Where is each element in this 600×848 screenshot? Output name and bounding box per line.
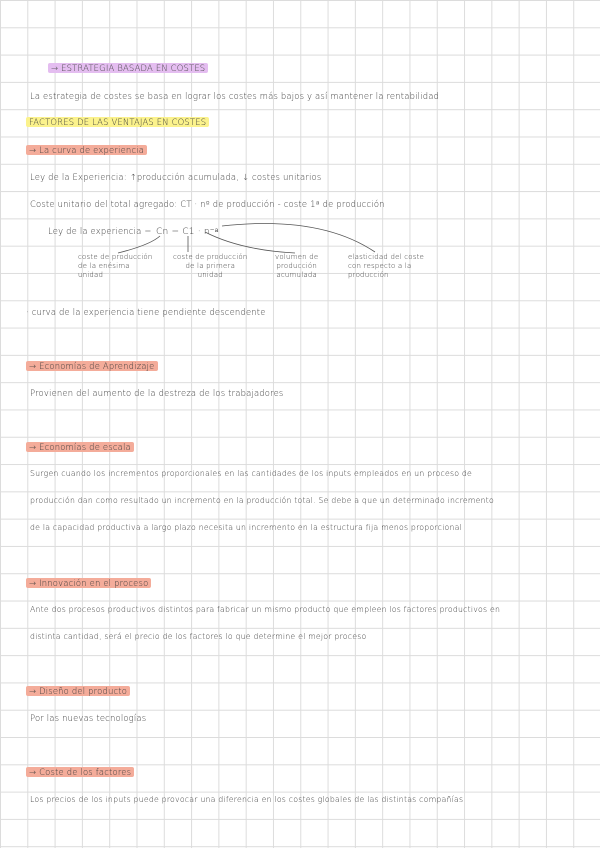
factor-cost-text: Los precios de los inputs puede provocar una diferencia en los costes globales de las distintas compañías xyxy=(30,795,464,804)
intro-text: La estrategia de costes se basa en lograr los costes más bajos y así mantener la rentabilidad xyxy=(30,91,440,101)
process-innovation-line-1: Ante dos procesos productivos distintos para fabricar un mismo producto que empleen los factores productivos en xyxy=(30,605,501,614)
unit-cost-text: Coste unitario del total agregado: CT · nº de producción - coste 1ª de producción xyxy=(30,199,385,209)
experience-law-text: Ley de la Experiencia: ↑producción acumulada, ↓ costes unitarios xyxy=(30,172,322,182)
arrow-to-volume xyxy=(205,232,295,253)
experience-curve-heading: → La curva de experiencia xyxy=(26,145,147,155)
page-title: → ESTRATEGIA BASADA EN COSTES xyxy=(48,63,208,73)
arrow-to-nth-unit xyxy=(118,236,160,253)
annotation-accumulated-volume: volumen de producción acumulada xyxy=(275,253,319,279)
process-innovation-heading: → Innovación en el proceso xyxy=(26,578,151,588)
factors-heading: FACTORES DE LAS VENTAJAS EN COSTES xyxy=(26,117,209,127)
product-design-heading: → Diseño del producto xyxy=(26,686,130,696)
scale-economies-line-3: de la capacidad productiva a largo plazo necesita un incremento en la estructura fija menos proporcional xyxy=(30,523,462,532)
formula-label: Ley de la experiencia = xyxy=(48,226,152,236)
annotation-first-unit-cost: coste de producción de la primera unidad xyxy=(173,253,248,279)
scale-economies-line-2: producción dan como resultado un incremento en la producción total. Se debe a que un determinado incremento xyxy=(30,496,494,505)
annotation-cost-elasticity: elasticidad del coste con respecto a la producción xyxy=(348,253,425,279)
scale-economies-heading: → Economías de escala xyxy=(26,442,134,452)
learning-economies-text: Provienen del aumento de la destreza de los trabajadores xyxy=(30,388,284,398)
scale-economies-line-1: Surgen cuando los incrementos proporcionales en las cantidades de los inputs empleados en un proceso de xyxy=(30,469,473,478)
experience-formula: Cn = C1 · n⁻ᵃ xyxy=(156,227,219,237)
annotation-nth-unit-cost: coste de producción de la enésima unidad xyxy=(78,253,153,279)
factor-cost-heading: → Coste de los factores xyxy=(26,767,134,777)
learning-economies-heading: → Economías de Aprendizaje xyxy=(26,361,158,371)
arrow-to-elasticity xyxy=(222,223,375,252)
process-innovation-line-2: distinta cantidad, será el precio de los factores lo que determine el mejor proceso xyxy=(30,632,367,641)
curve-slope-note: · curva de la experiencia tiene pendiente descendente xyxy=(26,307,266,317)
product-design-text: Por las nuevas tecnologías xyxy=(30,713,147,723)
